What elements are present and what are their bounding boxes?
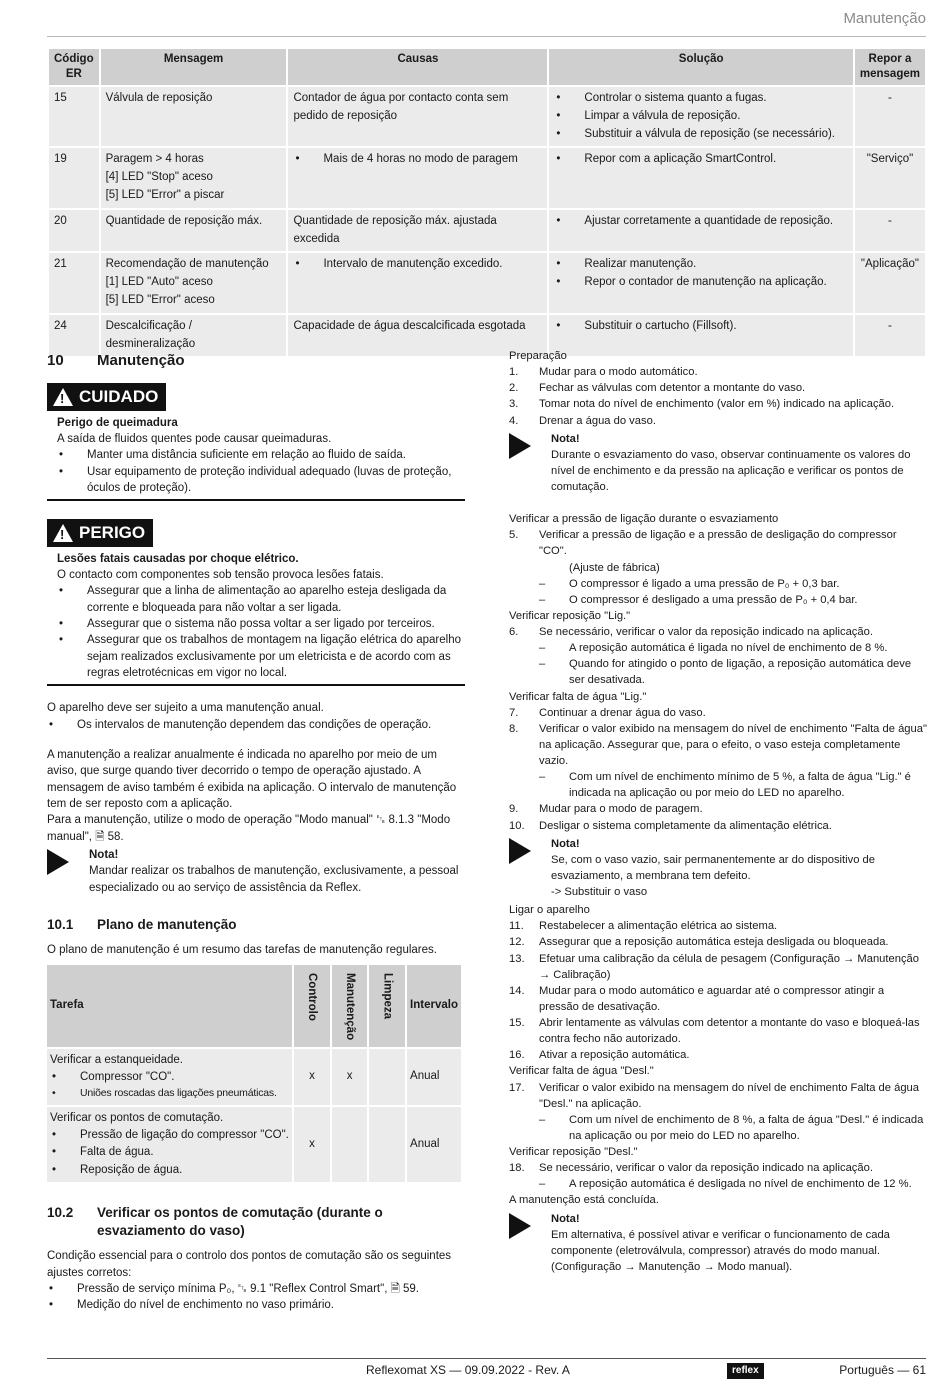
error-message: Válvula de reposição	[101, 87, 287, 146]
list-item: • Assegurar que o sistema não possa voltar a ser ligado por terceiros.	[57, 616, 465, 632]
error-reset: -	[855, 210, 925, 252]
col-header-reset: Repor a mensagem	[855, 49, 925, 85]
subheading: Verificar falta de água "Desl."	[509, 1065, 654, 1078]
col-header-message: Mensagem	[101, 49, 287, 85]
footer-divider	[47, 1358, 926, 1359]
error-reset: -	[855, 87, 925, 146]
danger-badge: ! PERIGO	[47, 519, 153, 547]
error-causes: Capacidade de água descalcificada esgotada	[288, 315, 547, 357]
list-item: • Assegurar que os trabalhos de montagem na ligação elétrica do aparelho sejam realizados exclusivamente por um eletricista e de acordo com as regras eletrotécnicas em vigor no local.	[57, 632, 465, 681]
error-causes: • Mais de 4 horas no modo de paragem	[288, 148, 547, 207]
warning-triangle-icon	[53, 524, 73, 542]
danger-block	[47, 551, 465, 687]
error-causes: Contador de água por contacto conta sem pedido de reposição	[288, 87, 547, 146]
error-causes: • Intervalo de manutenção excedido.	[288, 253, 547, 312]
paragraph-manual-mode-ref: Para a manutenção, utilize o modo de operação "Modo manual" ␗ 8.1.3 "Modo manual", 🗎 58.	[47, 814, 451, 843]
note-arrow-icon	[509, 838, 531, 864]
error-solution: • Repor com a aplicação SmartControl.	[549, 148, 852, 207]
error-code-table	[47, 47, 927, 358]
table-row	[49, 148, 925, 207]
col-header-maintenance: Manutenção	[332, 965, 368, 1047]
list-item: • Medição do nível de enchimento no vaso primário.	[47, 1297, 465, 1313]
error-causes: Quantidade de reposição máx. ajustada excedida	[288, 210, 547, 252]
error-solution: • Controlar o sistema quanto a fugas. • Limpar a válvula de reposição. • Substituir a válvula de reposição (se necessário).	[549, 87, 852, 146]
error-reset: "Serviço"	[855, 148, 925, 207]
note-box: Nota! Durante o esvaziamento do vaso, observar continuamente os valores do nível de enchimento e da pressão na aplicação e verificar os pontos de comutação.	[509, 431, 927, 496]
section-10-1-heading: 10.1 Plano de manutenção	[47, 916, 237, 932]
reflex-logo: reflex	[727, 1363, 764, 1379]
error-message: Quantidade de reposição máx.	[101, 210, 287, 252]
danger-list	[57, 583, 465, 681]
list-item: • Manter uma distância suficiente em relação ao fluido de saída.	[57, 447, 465, 463]
paragraph: O aparelho deve ser sujeito a uma manutenção anual.	[47, 702, 324, 715]
list-item: • Os intervalos de manutenção dependem das condições de operação.	[47, 717, 465, 733]
error-reset: -	[855, 315, 925, 357]
interval-list	[47, 717, 465, 733]
error-message: Descalcificação / desmineralização	[101, 315, 287, 357]
running-header: Manutenção	[843, 10, 926, 27]
caution-block	[47, 415, 465, 502]
caution-list	[57, 447, 465, 496]
danger-text: O contacto com componentes sob tensão provoca lesões fatais.	[57, 569, 384, 582]
header-divider	[47, 36, 926, 37]
error-message: Recomendação de manutenção [1] LED "Auto" aceso [5] LED "Error" aceso	[101, 253, 287, 312]
error-code: 21	[49, 253, 99, 312]
table-row	[49, 210, 925, 252]
subheading-preparation: Preparação	[509, 350, 567, 362]
col-header-cleaning: Limpeza	[369, 965, 405, 1047]
error-code: 19	[49, 148, 99, 207]
left-column	[47, 350, 465, 1314]
table-row: Verificar os pontos de comutação. • Pressão de ligação do compressor "CO". • Falta de água. • Reposição de água. x Anual	[47, 1107, 461, 1182]
caution-title: Perigo de queimadura	[57, 416, 178, 429]
col-header-causes: Causas	[288, 49, 547, 85]
footer-page: Português — 61	[839, 1363, 926, 1377]
right-column: Preparação 1. Mudar para o modo automático. 2. Fechar as válvulas com detentor a montante do vaso. 3. Tomar nota do nível de enchimento (valor em %) indicado na aplicação. 4. Drenar a água do vaso. Nota! Durante o esvaziamento do vaso, observar continuamente os valores do nível de enchimento e da pressão na aplicação e verificar os pontos de comutação. Verificar a pressão de ligação durante o esvaziamento 5. Verificar a pressão de ligação e a pressão de desligação do compressor "CO". (Ajuste de fábrica) – O compressor é ligado a uma pressão de P₀ + 0,3 bar. – O compressor é desligado a uma pressão de P₀ + 0,4 bar. Verificar reposição "Lig." 6. Se necessário, verificar o valor da reposição indicado na aplicação. – A reposição automática é ligada no nível de enchimento de 8 %. – Quando for atingido o ponto de ligação, a reposição automática deve ser desativada. Verificar falta de água "Lig." 7. Continuar a drenar água do vaso. 8. Verificar o valor exibido na mensagem do nível de enchimento "Falta de água" na aplicação. Assegurar que, para o efeito, o vaso esteja completamente vazio. – Com um nível de enchimento mínimo de 5 %, a falta de água "Lig." é indicada na aplicação ou por meio do LED no aparelho. 9. Mudar para o modo de paragem. 10. Desligar o sistema completamente da alimentação elétrica. Nota! Se, com o vaso vazio, sair permanentemente ar do dispositivo de esvaziamento, a membrana tem defeito. -> Substituir o vaso Ligar o aparelho 11. Restabelecer a alimentação elétrica ao sistema. 12. Assegurar que a reposição automática esteja desligada ou bloqueada. 13. Efetuar uma calibração da célula de pesagem (Configuração → Manutenção → Calibração) 14. Mudar para o modo automático e aguardar até o compressor atingir a pressão de desativação. 15. Abrir lentamente as válvulas com detentor a montante do vaso e bloqueá-las contra fecho não autorizado. 16. Ativar a reposição automática. Verificar falta de água "Desl." 17. Verificar o valor exibido na mensagem do nível de enchimento Falta de água "Desl." na aplicação. – Com um nível de enchimento de 8 %, a falta de água "Desl." é indicada na aplicação ou por meio do LED no aparelho. Verificar reposição "Desl." 18. Se necessário, verificar o valor da reposição indicado na aplicação. – A reposição automática é desligada no nível de enchimento de 12 %. A manutenção está concluída. Nota! Em alternativa, é possível ativar e verificar o funcionamento de cada componente (eletroválvula, compressor) através do modo manual. (Configuração → Manutenção → Modo manual).	[509, 348, 927, 1277]
error-reset: "Aplicação"	[855, 253, 925, 312]
table-row: Verificar a estanqueidade. • Compressor "CO". • Uniões roscadas das ligações pneumáticas. x x Anual	[47, 1049, 461, 1105]
subheading: Ligar o aparelho	[509, 904, 590, 917]
table-row	[49, 87, 925, 146]
subheading: Verificar reposição "Lig."	[509, 609, 631, 622]
subheading: Verificar reposição "Desl."	[509, 1146, 638, 1158]
col-header-code: Código ER	[49, 49, 99, 85]
error-code: 20	[49, 210, 99, 252]
danger-title: Lesões fatais causadas por choque elétrico.	[57, 552, 299, 565]
list-item: • Pressão de serviço mínima P₀, ␗ 9.1 "Reflex Control Smart", 🗎 59.	[47, 1281, 465, 1297]
footer-doc-info: Reflexomat XS — 09.09.2022 - Rev. A	[366, 1363, 570, 1377]
col-header-solution: Solução	[549, 49, 852, 85]
error-message: Paragem > 4 horas [4] LED "Stop" aceso [5] LED "Error" a piscar	[101, 148, 287, 207]
note-box: Nota! Em alternativa, é possível ativar e verificar o funcionamento de cada componente (eletroválvula, compressor) através do modo manual. (Configuração → Manutenção → Modo manual).	[509, 1211, 927, 1276]
section-10-heading: 10 Manutenção	[47, 352, 185, 369]
prerequisites-list	[47, 1281, 465, 1314]
note-box: Nota! Se, com o vaso vazio, sair permanentemente ar do dispositivo de esvaziamento, a membrana tem defeito. -> Substituir o vaso	[509, 836, 927, 901]
list-item: • Usar equipamento de proteção individual adequado (luvas de proteção, óculos de proteção).	[57, 464, 465, 497]
paragraph: Condição essencial para o controlo dos pontos de comutação são os seguintes ajustes corretos:	[47, 1250, 452, 1279]
steps-1-4: 1. Mudar para o modo automático. 2. Fechar as válvulas com detentor a montante do vaso. 3. Tomar nota do nível de enchimento (valor em %) indicado na aplicação. 4. Drenar a água do vaso.	[509, 366, 895, 427]
col-header-interval: Intervalo	[407, 965, 461, 1047]
caution-badge: ! CUIDADO	[47, 383, 166, 411]
paragraph: A manutenção a realizar anualmente é indicada no aparelho por meio de um aviso, que surge quando tiver decorrido o tempo de operação ajustado. A mensagem de aviso também é exibida na aplicação. O intervalo de manutenção tem de ser reposto com a aplicação.	[47, 749, 457, 810]
col-header-control: Controlo	[294, 965, 330, 1047]
caution-text: A saída de fluidos quentes pode causar queimaduras.	[57, 433, 332, 446]
error-solution: • Ajustar corretamente a quantidade de reposição.	[549, 210, 852, 252]
maintenance-plan-table	[45, 963, 463, 1184]
warning-triangle-icon	[53, 388, 73, 406]
error-solution: • Realizar manutenção. • Repor o contador de manutenção na aplicação.	[549, 253, 852, 312]
error-code: 15	[49, 87, 99, 146]
note-box: Nota! Mandar realizar os trabalhos de manutenção, exclusivamente, a pessoal especializado ou ao serviço de assistência da Reflex.	[47, 847, 465, 896]
section-10-2-heading: 10.2 Verificar os pontos de comutação (durante o esvaziamento do vaso)	[47, 1204, 383, 1238]
list-item: • Assegurar que a linha de alimentação ao aparelho esteja desligada da corrente e bloqueada para não voltar a ser ligada.	[57, 583, 465, 616]
completion-text: A manutenção está concluída.	[509, 1194, 659, 1207]
subheading: Verificar falta de água "Lig."	[509, 690, 647, 703]
note-arrow-icon	[509, 1213, 531, 1239]
error-solution: • Substituir o cartucho (Fillsoft).	[549, 315, 852, 357]
note-arrow-icon	[47, 849, 69, 875]
subheading: Verificar a pressão de ligação durante o esvaziamento	[509, 513, 779, 526]
col-header-task: Tarefa	[47, 965, 292, 1047]
error-code: 24	[49, 315, 99, 357]
note-arrow-icon	[509, 433, 531, 459]
table-row	[49, 253, 925, 312]
paragraph: O plano de manutenção é um resumo das tarefas de manutenção regulares.	[47, 944, 437, 957]
